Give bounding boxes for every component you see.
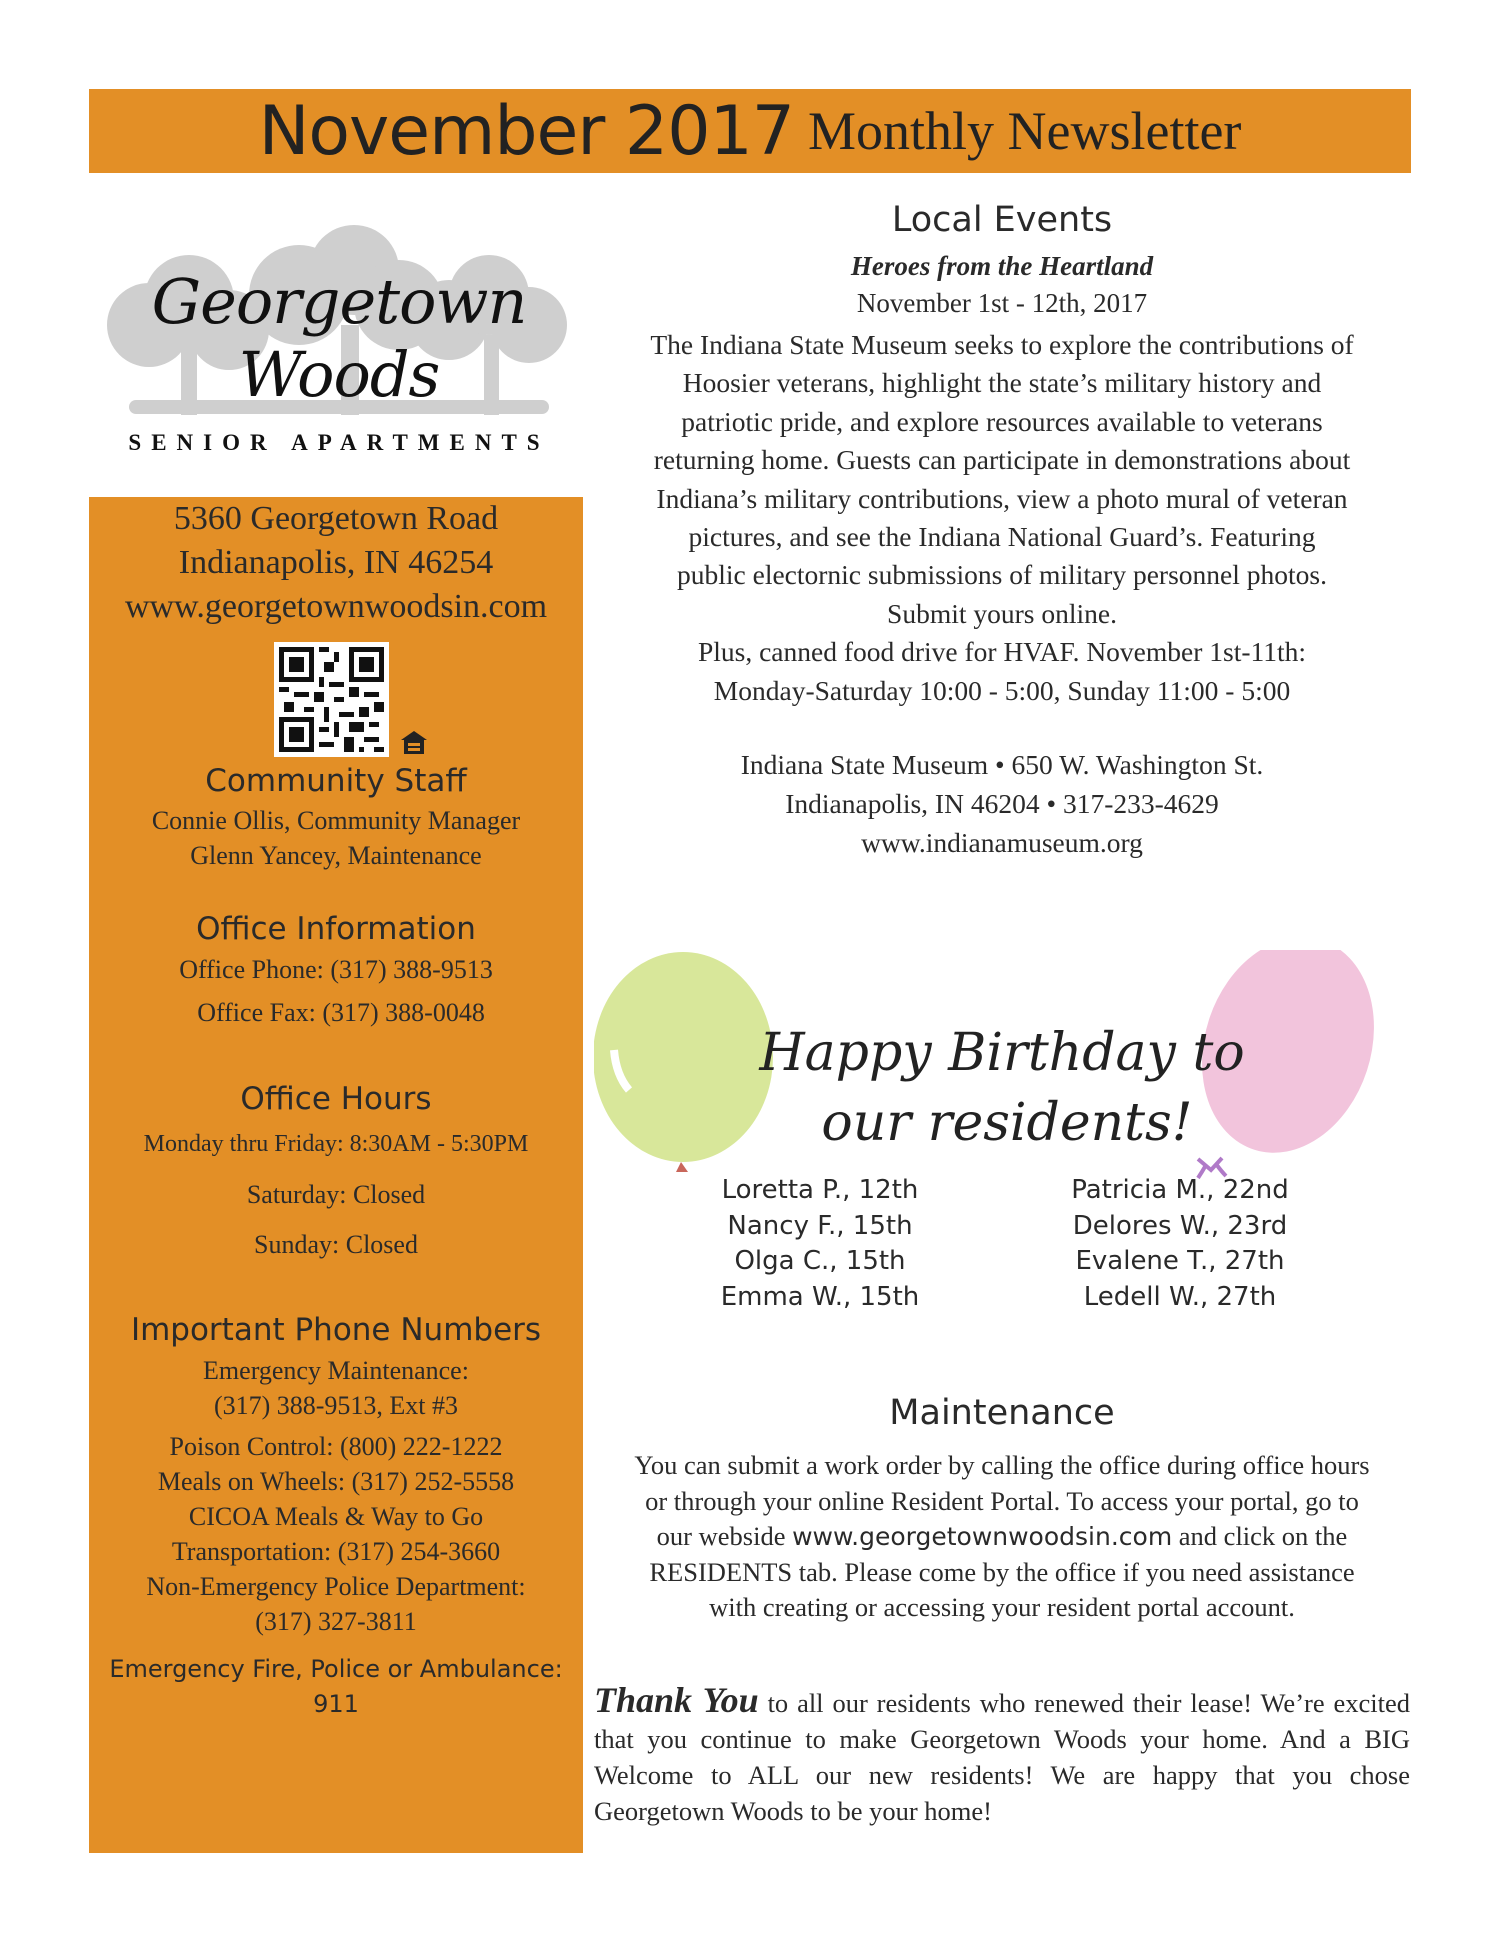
qr-code-icon[interactable] <box>274 642 389 757</box>
office-phone: Office Phone: (317) 388-9513 <box>179 955 493 984</box>
birthday-item: Emma W., 15th <box>720 1281 920 1312</box>
event-description <box>594 326 1410 710</box>
museum-address-line-1: Indiana State Museum • 650 W. Washington St. <box>740 749 1264 780</box>
museum-address <box>594 745 1410 862</box>
logo-subtitle: SENIOR APARTMENTS <box>128 430 550 455</box>
thank-you-lead: Thank You <box>594 1680 759 1720</box>
cicoa-line-1: CICOA Meals & Way to Go <box>188 1502 484 1531</box>
maintenance-line: or through your online Resident Portal. To access your portal, go to <box>645 1485 1359 1516</box>
birthday-item: Patricia M., 22nd <box>1071 1175 1289 1205</box>
sidebar <box>89 497 583 1853</box>
emergency-number: 911 <box>313 1690 359 1718</box>
newsletter-title <box>89 89 1411 173</box>
birthday-item: Olga C., 15th <box>734 1246 906 1276</box>
title-month: November 2017 <box>258 91 794 171</box>
maintenance-line: with creating or accessing your resident portal account. <box>709 1592 1295 1622</box>
hours-sunday: Sunday: Closed <box>254 1230 418 1259</box>
website-link[interactable]: www.georgetownwoodsin.com <box>124 588 548 625</box>
emergency-maint-label: Emergency Maintenance: <box>203 1356 469 1385</box>
event-dates: November 1st - 12th, 2017 <box>856 288 1148 318</box>
office-hours-heading: Office Hours <box>240 1081 432 1117</box>
birthday-title <box>594 1018 1410 1158</box>
event-line: The Indiana State Museum seeks to explore the contributions of <box>650 329 1354 360</box>
staff-maintenance: Glenn Yancey, Maintenance <box>190 841 482 870</box>
maintenance-line-pre: our webside <box>656 1521 786 1551</box>
local-events-heading: Local Events <box>891 200 1113 240</box>
birthday-title-line-1: Happy Birthday to <box>759 1023 1245 1083</box>
event-line: patriotic pride, and explore resources available to veterans <box>681 405 1323 437</box>
poison-control: Poison Control: (800) 222-1222 <box>169 1432 503 1461</box>
hours-saturday: Saturday: Closed <box>246 1180 426 1209</box>
maintenance-heading: Maintenance <box>889 1393 1115 1433</box>
address-line-2: Indianapolis, IN 46254 <box>178 544 494 581</box>
address-line-1: 5360 Georgetown Road <box>173 500 499 537</box>
birthday-item: Nancy F., 15th <box>727 1210 913 1241</box>
emergency-maint-number: (317) 388-9513, Ext #3 <box>213 1391 459 1420</box>
maintenance-line <box>594 1519 1410 1555</box>
event-line: Submit yours online. <box>887 597 1117 629</box>
logo-script-text: Georgetown Woods <box>151 265 527 411</box>
event-subtitle: Heroes from the Heartland <box>850 251 1154 281</box>
birthday-title-line-2: our residents! <box>821 1093 1193 1153</box>
birthday-item: Evalene T., 27th <box>1075 1246 1285 1276</box>
police-label: Non-Emergency Police Department: <box>146 1572 526 1601</box>
event-line: returning home. Guests can participate in demonstrations about <box>653 444 1351 476</box>
cicoa-line-2: Transportation: (317) 254-3660 <box>171 1537 501 1566</box>
birthday-item: Loretta P., 12th <box>721 1175 919 1205</box>
police-number: (317) 327-3811 <box>255 1607 417 1636</box>
event-line: Monday-Saturday 10:00 - 5:00, Sunday 11:00 - 5:00 <box>713 674 1291 706</box>
maintenance-line-post: and click on the <box>1178 1521 1348 1551</box>
meals-on-wheels: Meals on Wheels: (317) 252-5558 <box>157 1467 515 1496</box>
museum-address-line-2: Indianapolis, IN 46204 • 317-233-4629 <box>785 788 1219 819</box>
office-fax: Office Fax: (317) 388-0048 <box>197 998 485 1027</box>
maintenance-website-link[interactable]: www.georgetownwoodsin.com <box>792 1522 1173 1551</box>
event-line: public electornic submissions of military personnel photos. <box>677 559 1327 591</box>
museum-website[interactable]: www.indianamuseum.org <box>861 827 1143 858</box>
title-rest: Monthly Newsletter <box>807 101 1242 161</box>
event-line: pictures, and see the Indiana National Guard’s. Featuring <box>688 521 1316 553</box>
equal-housing-icon <box>399 729 429 757</box>
maintenance-line: RESIDENTS tab. Please come by the office if you need assistance <box>649 1556 1355 1587</box>
birthday-item: Ledell W., 27th <box>1083 1281 1277 1312</box>
phone-numbers-heading: Important Phone Numbers <box>130 1312 542 1348</box>
office-info-heading: Office Information <box>196 911 476 947</box>
hours-weekdays: Monday thru Friday: 8:30AM - 5:30PM <box>143 1131 529 1157</box>
emergency-label: Emergency Fire, Police or Ambulance: <box>109 1655 563 1683</box>
birthday-list-right <box>1030 1173 1330 1315</box>
maintenance-line: You can submit a work order by calling the office during office hours <box>634 1450 1370 1480</box>
community-staff-heading: Community Staff <box>205 763 467 799</box>
birthday-item: Delores W., 23rd <box>1072 1210 1288 1241</box>
thank-you-text: to all our residents who renewed their lease! We’re excited that you continue to make Georgetown Woods your home. And a BIG Welcome to ALL our new residents! We are happy that you chose Georgetown Woods to be your home! <box>594 1688 1411 1826</box>
maintenance-body <box>594 1448 1410 1626</box>
birthday-list-left <box>670 1173 970 1315</box>
georgetown-woods-logo <box>89 225 589 475</box>
staff-manager: Connie Ollis, Community Manager <box>151 806 521 835</box>
event-line: Plus, canned food drive for HVAF. November 1st-11th: <box>697 636 1307 668</box>
thank-you-message <box>594 1682 1410 1829</box>
event-line: Hoosier veterans, highlight the state’s military history and <box>682 367 1322 399</box>
event-line: Indiana’s military contributions, view a photo mural of veteran <box>656 482 1348 514</box>
